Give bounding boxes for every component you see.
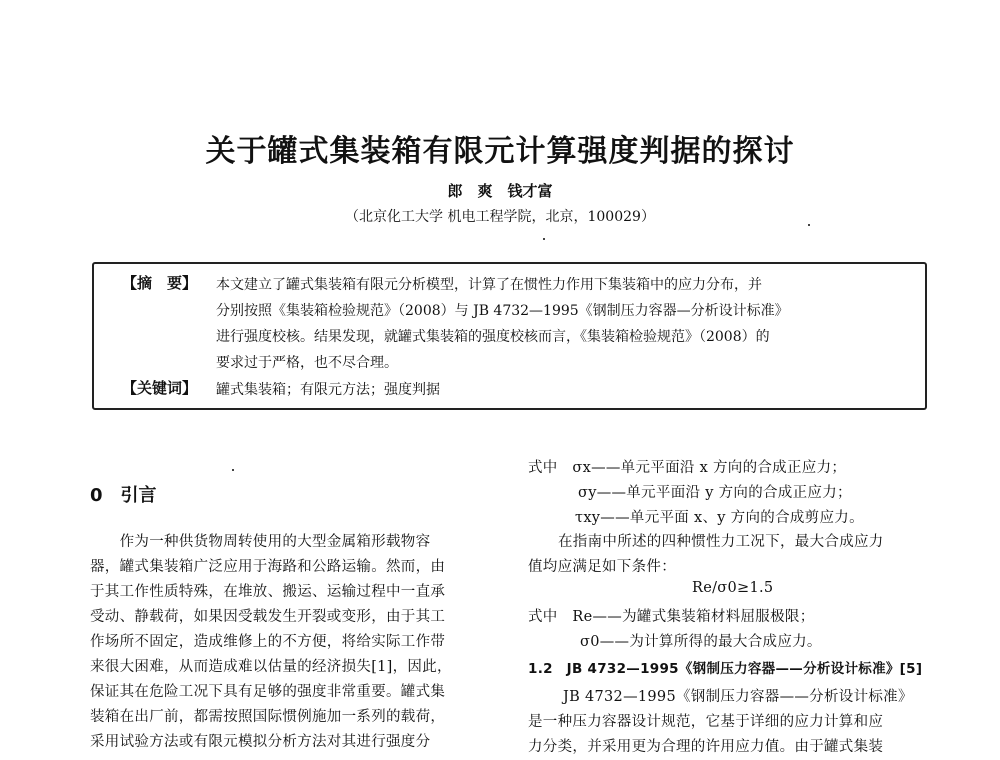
keywords: 罐式集装箱；有限元方法；强度判据 [216,382,440,398]
paper-title: 关于罐式集装箱有限元计算强度判据的探讨 [205,134,795,169]
keywords-label: 【关键词】 [122,379,198,397]
where-line: 式中 Re——为罐式集装箱材料屈服极限； [528,609,815,625]
body-line: 装箱在出厂前，都需按照国际惯例施加一系列的载荷， [90,709,446,725]
body-line: 作为一种供货物周转使用的大型金属箱形载物容 [90,534,431,550]
abstract-label: 【摘 要】 [122,274,198,292]
where-line: σ0——为计算所得的最大合成应力。 [580,634,822,650]
abstract-line: 分别按照《集装箱检验规范》（2008）与 JB 4732—1995《钢制压力容器—分析设计标准》 [216,303,789,319]
scan-speck [543,238,545,240]
body-line: 于其工作性质特殊，在堆放、搬运、运输过程中一直承 [90,584,446,600]
section-heading: 0 引言 [90,485,157,506]
abstract-line: 本文建立了罐式集装箱有限元分析模型，计算了在惯性力作用下集装箱中的应力分布，并 [216,277,762,293]
authors: 郎 爽 钱才富 [447,182,553,200]
body-line: 器，罐式集装箱广泛应用于海路和公路运输。然而，由 [90,559,446,575]
body-line: 力分类，并采用更为合理的许用应力值。由于罐式集装 [528,739,884,755]
subsection-heading: 1.2 JB 4732—1995《钢制压力容器——分析设计标准》[5] [528,661,923,677]
body-line: 作场所不固定，造成维修上的不方便，将给实际工作带 [90,634,446,650]
body-line: 在指南中所述的四种惯性力工况下，最大合成应力 [558,534,884,550]
where-line: σy——单元平面沿 y 方向的合成正应力； [578,485,852,501]
body-line: 是一种压力容器设计规范，它基于详细的应力计算和应 [528,714,884,730]
where-line: τxy——单元平面 x、y 方向的合成剪应力。 [575,510,864,526]
body-line: 受动、静载荷，如果因受载发生开裂或变形，由于其工 [90,609,446,625]
body-line: 来很大困难，从而造成难以估量的经济损失[1]，因此， [90,659,452,675]
where-line: 式中 σx——单元平面沿 x 方向的合成正应力； [528,460,847,476]
scan-speck [232,469,234,471]
body-line: JB 4732—1995《钢制压力容器——分析设计标准》 [563,689,913,705]
formula: Re/σ0≥1.5 [692,580,774,596]
affiliation: （北京化工大学 机电工程学院，北京，100029） [345,209,655,225]
body-line: 值均应满足如下条件： [528,559,676,575]
abstract-line: 进行强度校核。结果发现，就罐式集装箱的强度校核而言，《集装箱检验规范》（2008）的 [216,329,770,345]
body-line: 采用试验方法或有限元模拟分析方法对其进行强度分 [90,734,431,750]
body-line: 保证其在危险工况下具有足够的强度非常重要。罐式集 [90,684,446,700]
scan-speck [808,224,810,226]
abstract-line: 要求过于严格，也不尽合理。 [216,355,398,371]
